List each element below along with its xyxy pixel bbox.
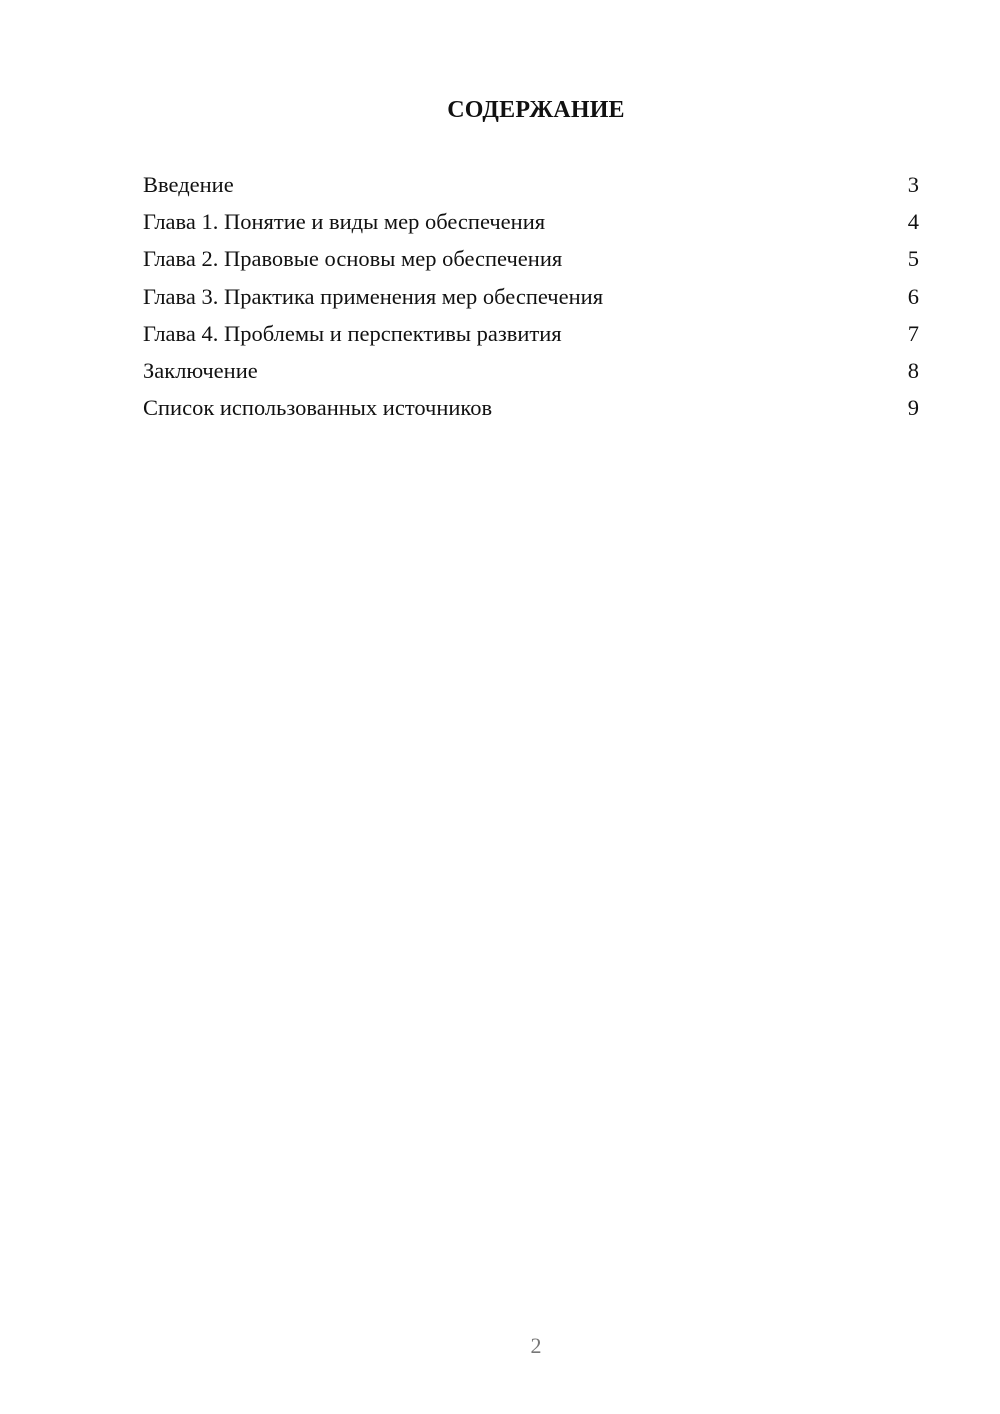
- toc-item-label: Заключение: [143, 357, 258, 383]
- toc-item-chapter-2: [143, 242, 919, 279]
- toc-item-page: 6: [907, 283, 919, 309]
- toc-item-label: Глава 2. Правовые основы мер обеспечения: [143, 246, 563, 272]
- toc-item-page: 4: [907, 209, 919, 235]
- toc-item-label: Глава 4. Проблемы и перспективы развития: [143, 320, 562, 346]
- toc-item-label: Глава 3. Практика применения мер обеспечения: [143, 283, 604, 309]
- toc-item-chapter-4: [143, 317, 919, 354]
- page-number: 2: [530, 1333, 542, 1358]
- toc-item-page: 7: [907, 320, 919, 346]
- toc-item-page: 3: [907, 172, 919, 197]
- toc-item-conclusion: [143, 354, 919, 391]
- toc-item-references: [143, 391, 919, 428]
- toc-item-page: 5: [907, 246, 919, 272]
- toc-item-chapter-1: [143, 205, 919, 242]
- toc-item-chapter-3: [143, 280, 919, 317]
- toc-item-page: 9: [907, 395, 919, 421]
- toc-item-page: 8: [907, 357, 919, 383]
- toc-item-label: Список использованных источников: [143, 395, 493, 421]
- toc-title: СОДЕРЖАНИЕ: [447, 97, 625, 123]
- table-of-contents: [143, 168, 919, 428]
- toc-item-label: Введение: [143, 172, 234, 197]
- toc-item-label: Глава 1. Понятие и виды мер обеспечения: [143, 209, 546, 235]
- toc-item-introduction: [143, 168, 919, 205]
